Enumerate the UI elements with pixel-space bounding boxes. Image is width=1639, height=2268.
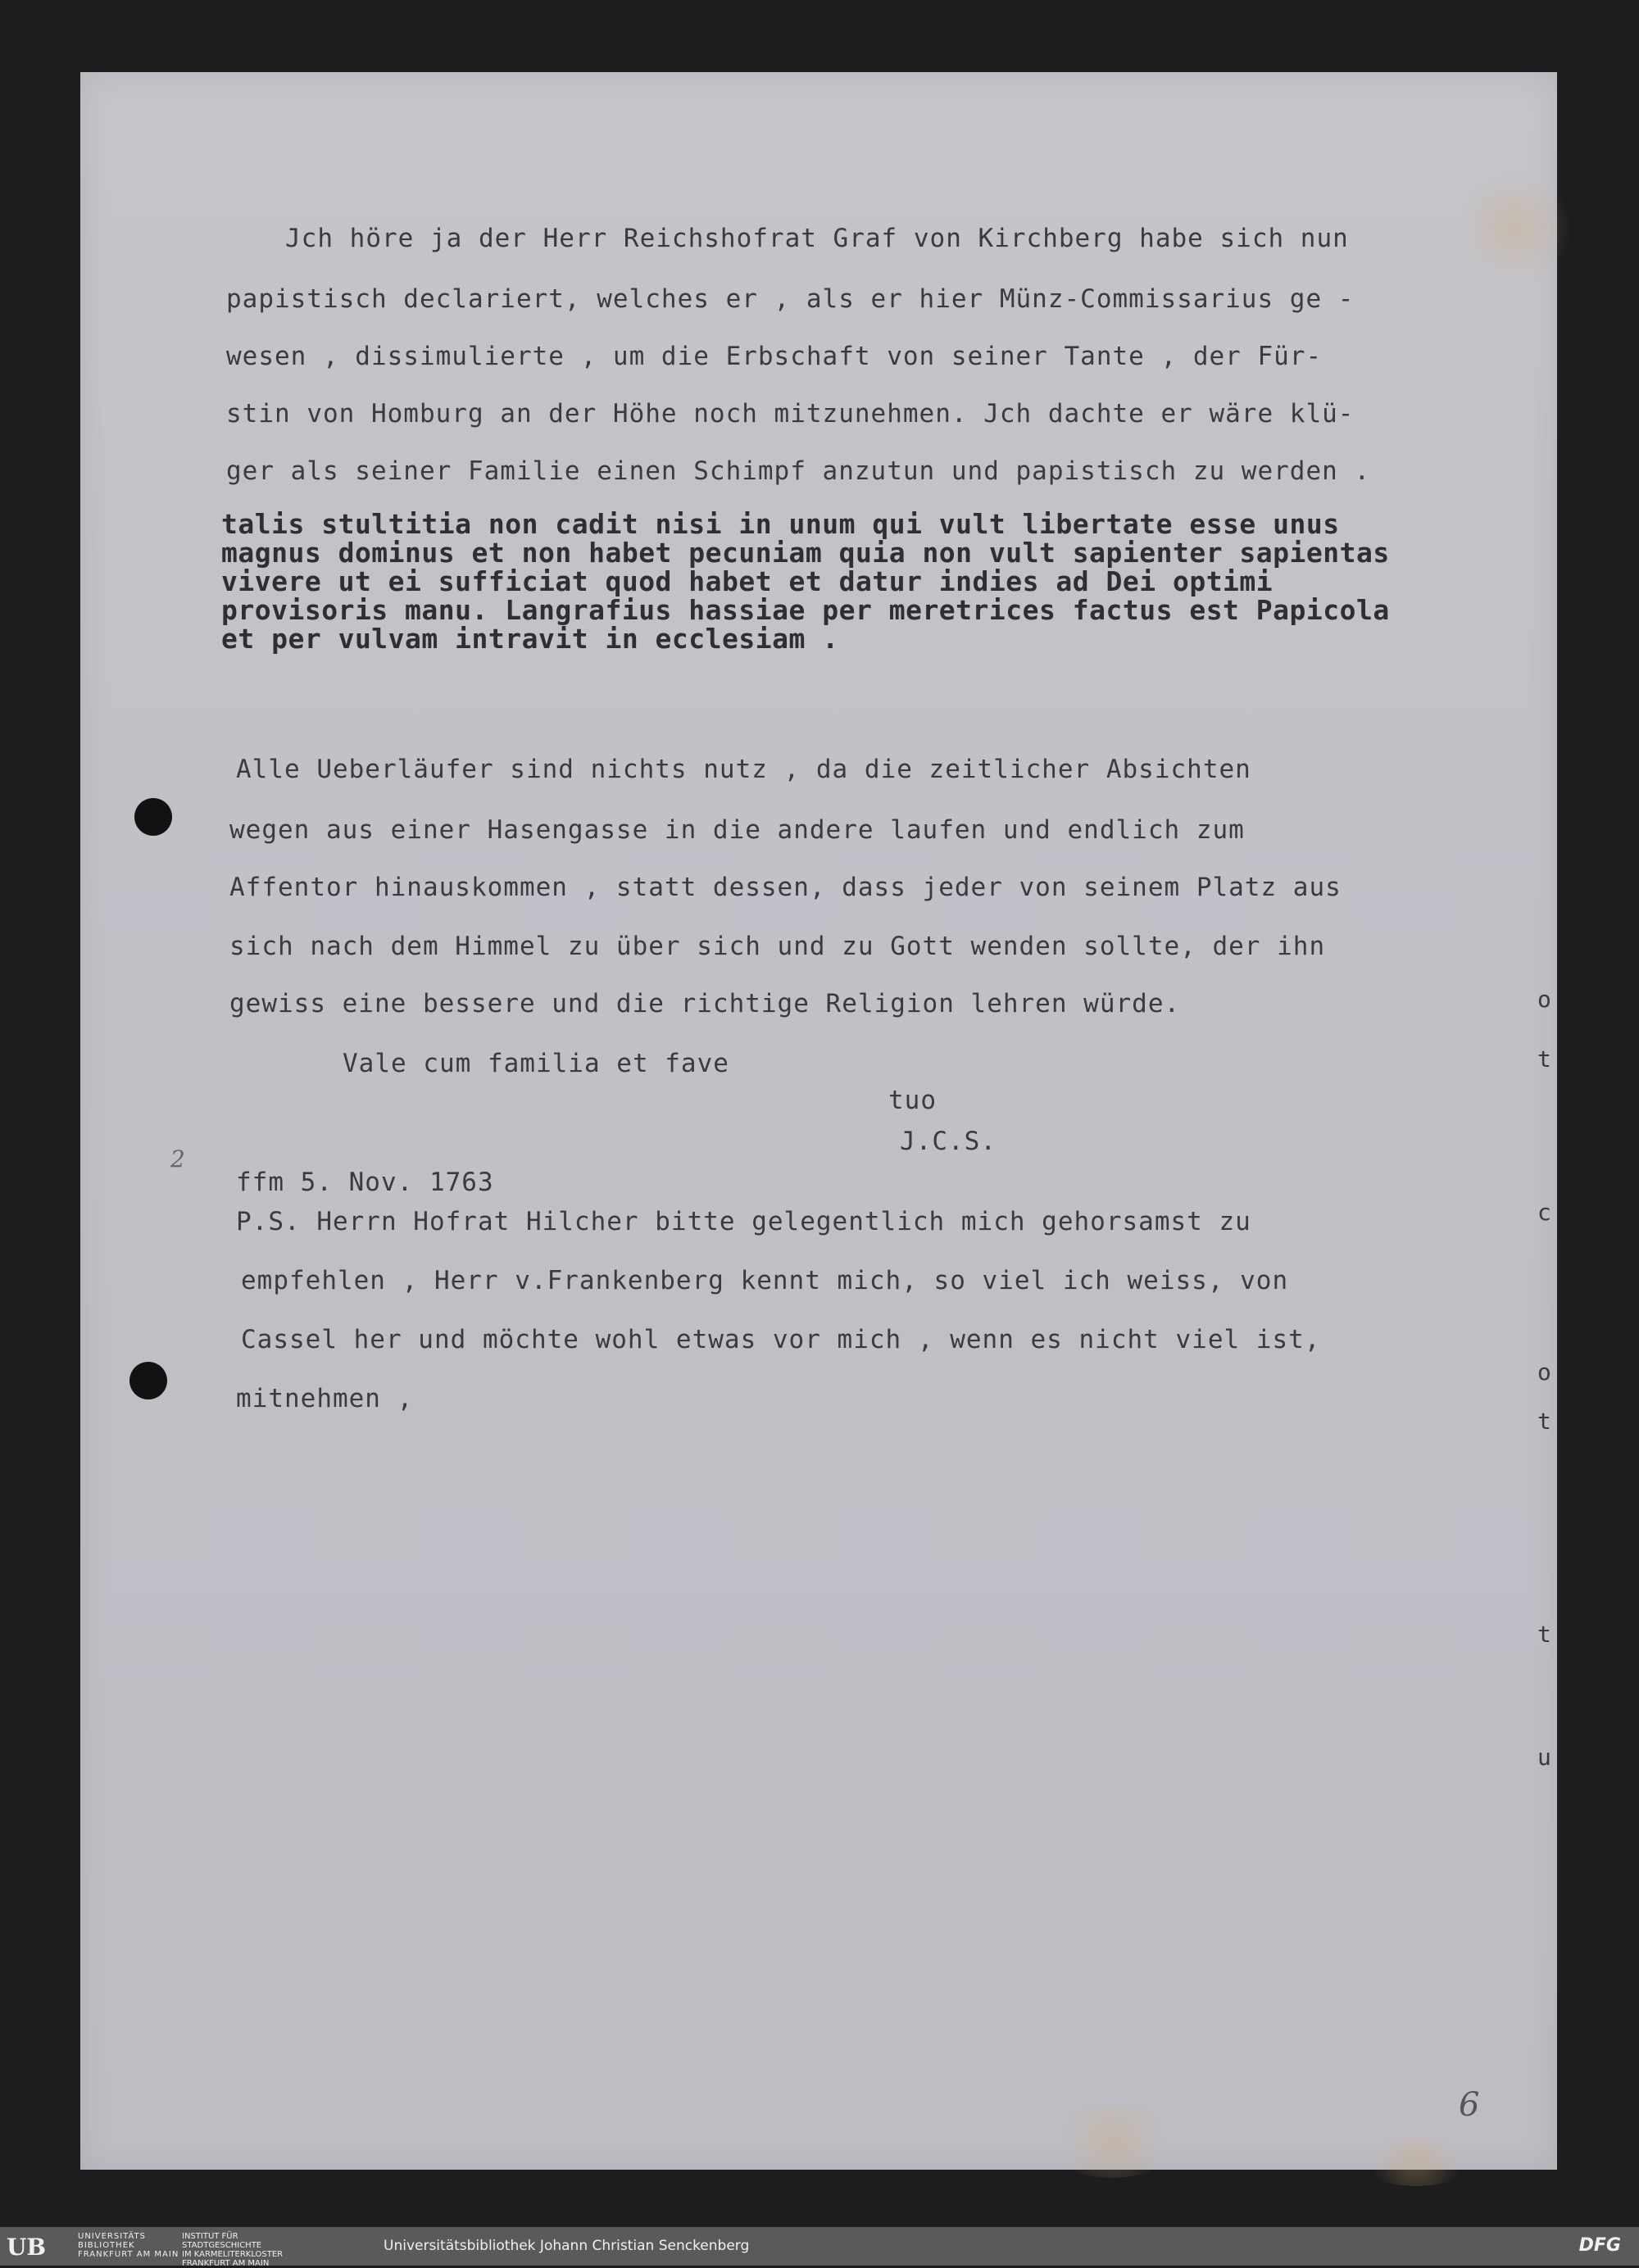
letter-line-latin: vivere ut ei sufficiat quod habet et datur indies ad Dei optimi: [221, 565, 1274, 597]
postscript-line: Cassel her und möchte wohl etwas vor mich , wenn es nicht viel ist,: [241, 1325, 1321, 1354]
archive-footer: [0, 2227, 1639, 2266]
letter-line-latin: magnus dominus et non habet pecuniam quia non vult sapienter sapientas: [221, 537, 1390, 569]
signature-initials: J.C.S.: [900, 1127, 997, 1156]
pencil-mark: 2: [170, 1145, 185, 1173]
letter-page: [80, 72, 1557, 2170]
postscript-line: mitnehmen ,: [236, 1384, 414, 1413]
letter-line: gewiss eine bessere und die richtige Religion lehren würde.: [229, 989, 1181, 1018]
letter-line: ger als seiner Familie einen Schimpf anzutun und papistisch zu werden .: [226, 456, 1371, 486]
letter-line: papistisch declariert, welches er , als er hier Münz-Commissarius ge -: [226, 284, 1355, 314]
page-number: 6: [1459, 2086, 1480, 2124]
dfg-logo: DFG: [1578, 2235, 1621, 2256]
punch-hole: [134, 798, 172, 836]
letter-line-latin: talis stultitia non cadit nisi in unum qui vult libertate esse unus: [221, 508, 1340, 540]
ub-logo: UB: [7, 2234, 47, 2261]
letter-line-latin: et per vulvam intravit in ecclesiam .: [221, 623, 839, 655]
letter-line: Jch höre ja der Herr Reichshofrat Graf von Kirchberg habe sich nun: [285, 224, 1349, 253]
closing-salutation: Vale cum familia et fave: [343, 1049, 729, 1078]
punch-hole: [129, 1362, 167, 1399]
margin-letter: c: [1537, 1199, 1551, 1226]
letter-line: stin von Homburg an der Höhe noch mitzunehmen. Jch dachte er wäre klü-: [226, 399, 1355, 429]
closing-tuo: tuo: [888, 1086, 937, 1115]
letter-line: wesen , dissimulierte , um die Erbschaft von seiner Tante , der Für-: [226, 342, 1323, 371]
letter-line: Affentor hinauskommen , statt dessen, dass jeder von seinem Platz aus: [229, 873, 1342, 902]
institute-logo-text: INSTITUT FÜR STADTGESCHICHTE IM KARMELITERKLOSTER FRANKFURT AM MAIN: [182, 2232, 284, 2268]
postscript-line: P.S. Herrn Hofrat Hilcher bitte gelegentlich mich gehorsamst zu: [236, 1207, 1251, 1236]
letter-line-latin: provisoris manu. Langrafius hassiae per meretrices factus est Papicola: [221, 594, 1390, 626]
letter-date: ffm 5. Nov. 1763: [236, 1168, 494, 1197]
ub-logo-text: UNIVERSITÄTS BIBLIOTHEK FRANKFURT AM MAIN: [78, 2232, 179, 2259]
letter-line: wegen aus einer Hasengasse in die andere laufen und endlich zum: [229, 815, 1245, 845]
margin-letter: o: [1537, 986, 1551, 1013]
margin-letter: t: [1537, 1046, 1551, 1073]
letter-line: Alle Ueberläufer sind nichts nutz , da die zeitlicher Absichten: [236, 755, 1251, 784]
margin-letter: t: [1537, 1621, 1551, 1648]
library-name: Universitätsbibliothek Johann Christian Senckenberg: [384, 2238, 750, 2254]
margin-letter: o: [1537, 1359, 1551, 1386]
margin-letter: u: [1537, 1744, 1551, 1771]
postscript-line: empfehlen , Herr v.Frankenberg kennt mich, so viel ich weiss, von: [241, 1266, 1289, 1295]
letter-line: sich nach dem Himmel zu über sich und zu Gott wenden sollte, der ihn: [229, 932, 1326, 961]
margin-letter: t: [1537, 1408, 1551, 1435]
